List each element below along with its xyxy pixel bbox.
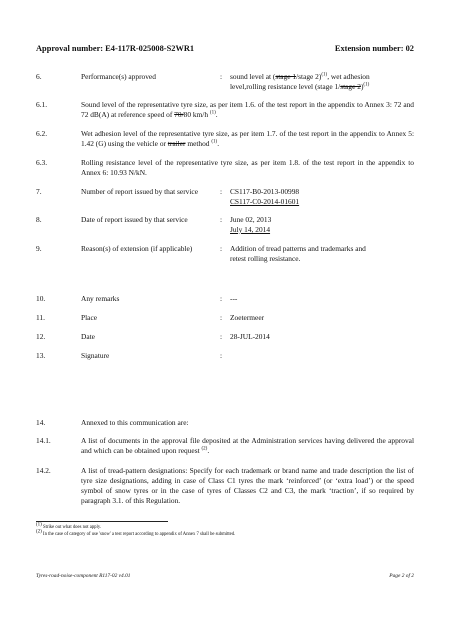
item-number: 6.1. [36, 100, 48, 109]
struck-text: stage 2 [340, 82, 361, 91]
colon: : [220, 332, 223, 341]
colon: : [220, 215, 223, 224]
item-number: 12. [36, 332, 46, 341]
colon: : [220, 294, 223, 303]
item-text: Sound level of the representative tyre size, as per item 1.6. of the test report in the appendix to Annex 3: 72 and 72 dB(A) at reference speed of 70/80 km/h $^{(1)}$. [81, 100, 414, 119]
item-label: Date [81, 332, 95, 341]
colon: : [220, 244, 223, 253]
item-value: Zoetermeer [230, 313, 265, 322]
item-value [230, 187, 414, 207]
item-text: A list of documents in the approval file deposited at the Administration services having delivered the approval and which can be obtained upon request $^{(2)}$. [81, 436, 414, 455]
item-number: 6. [36, 72, 42, 81]
extension-number: Extension number: 02 [334, 44, 414, 53]
item-number: 14. [36, 418, 46, 427]
report-number-2: CS117-C0-2014-01601 [230, 197, 300, 206]
item-value: Addition of tread patterns and trademarks and retest rolling resistance. [230, 244, 366, 263]
item-value: 28-JUL-2014 [230, 332, 270, 341]
item-text: Wet adhesion level of the representative tyre size, as per item 1.7. of the test report in the appendix to Annex 5: 1.42 (G) using the vehicle or trailer method $^{(1)}$. [81, 129, 414, 148]
item-label: Place [81, 313, 98, 322]
footnote-1: $^{(1)}$ Strike out what does not apply. [36, 522, 102, 530]
footer-page-number: Page 2 of 2 [389, 573, 414, 579]
footnote-ref: (2) [201, 446, 208, 452]
item-number: 14.1. [36, 436, 51, 445]
struck-text: stage 1 [275, 72, 297, 81]
item-number: 6.3. [36, 158, 48, 167]
colon: : [220, 187, 223, 196]
colon: : [220, 313, 223, 322]
item-label: Reason(s) of extension (if applicable) [81, 244, 193, 253]
footer-doc-id: Tyres-road-noise-component R117-02 v4.01 [36, 573, 131, 579]
footnote-ref: (1) [363, 82, 370, 88]
item-text: Rolling resistance level of the representative tyre size, as per item 1.8. of the test report in the appendix to Annex 6: 10.93 N/kN. [81, 158, 414, 177]
colon: : [220, 351, 223, 360]
item-number: 7. [36, 187, 42, 196]
item-label: Annexed to this communication are: [81, 418, 189, 427]
footnote-2: $^{(2)}$ In the case of category of use 'snow' a test report according to appendix of Annex 7 shall be submitted. [36, 529, 236, 537]
colon: : [220, 72, 223, 81]
item-value [230, 215, 414, 235]
footnote-ref: (1) [321, 72, 328, 78]
item-number: 10. [36, 294, 46, 303]
item-number: 8. [36, 215, 42, 224]
item-label: Performance(s) approved [81, 72, 156, 81]
item-number: 14.2. [36, 466, 51, 475]
item-number: 11. [36, 313, 45, 322]
item-label: Signature [81, 351, 110, 360]
item-label: Date of report issued by that service [81, 215, 188, 224]
item-number: 13. [36, 351, 46, 360]
approval-number: Approval number: E4-117R-025008-S2WR1 [36, 44, 195, 53]
item-label: Any remarks [81, 294, 120, 303]
footnote-ref: (1) [211, 139, 218, 145]
report-date-1: June 02, 2013 [230, 215, 272, 224]
struck-text: 70/ [174, 110, 184, 119]
item-number: 9. [36, 244, 42, 253]
item-label: Number of report issued by that service [81, 187, 198, 196]
item-number: 6.2. [36, 129, 48, 138]
footnote-ref: (1) [209, 110, 216, 116]
item-text: A list of tread-pattern designations: Specify for each trademark or brand name and trade description the list of tyre size designations, adding in case of Class C1 tyres the mark ‘reinforced’ (or ‘extra load’) or the speed symbol of snow tyres or in the case of tyres of Classes C2 and C3, the mark ‘traction’, if so required by paragraph 3.1. of this Regulation. [81, 466, 414, 505]
item-value: --- [230, 294, 238, 303]
report-number-1: CS117-B0-2013-00998 [230, 187, 300, 196]
struck-text: trailer [167, 139, 186, 148]
report-date-2: July 14, 2014 [230, 225, 271, 234]
item-value: sound level at (stage 1/stage 2)$^{(1)}$, wet adhesion level,rolling resistance level (stage 1/stage 2)$^{(1)}$ [230, 72, 370, 91]
footnote-divider [36, 521, 168, 522]
